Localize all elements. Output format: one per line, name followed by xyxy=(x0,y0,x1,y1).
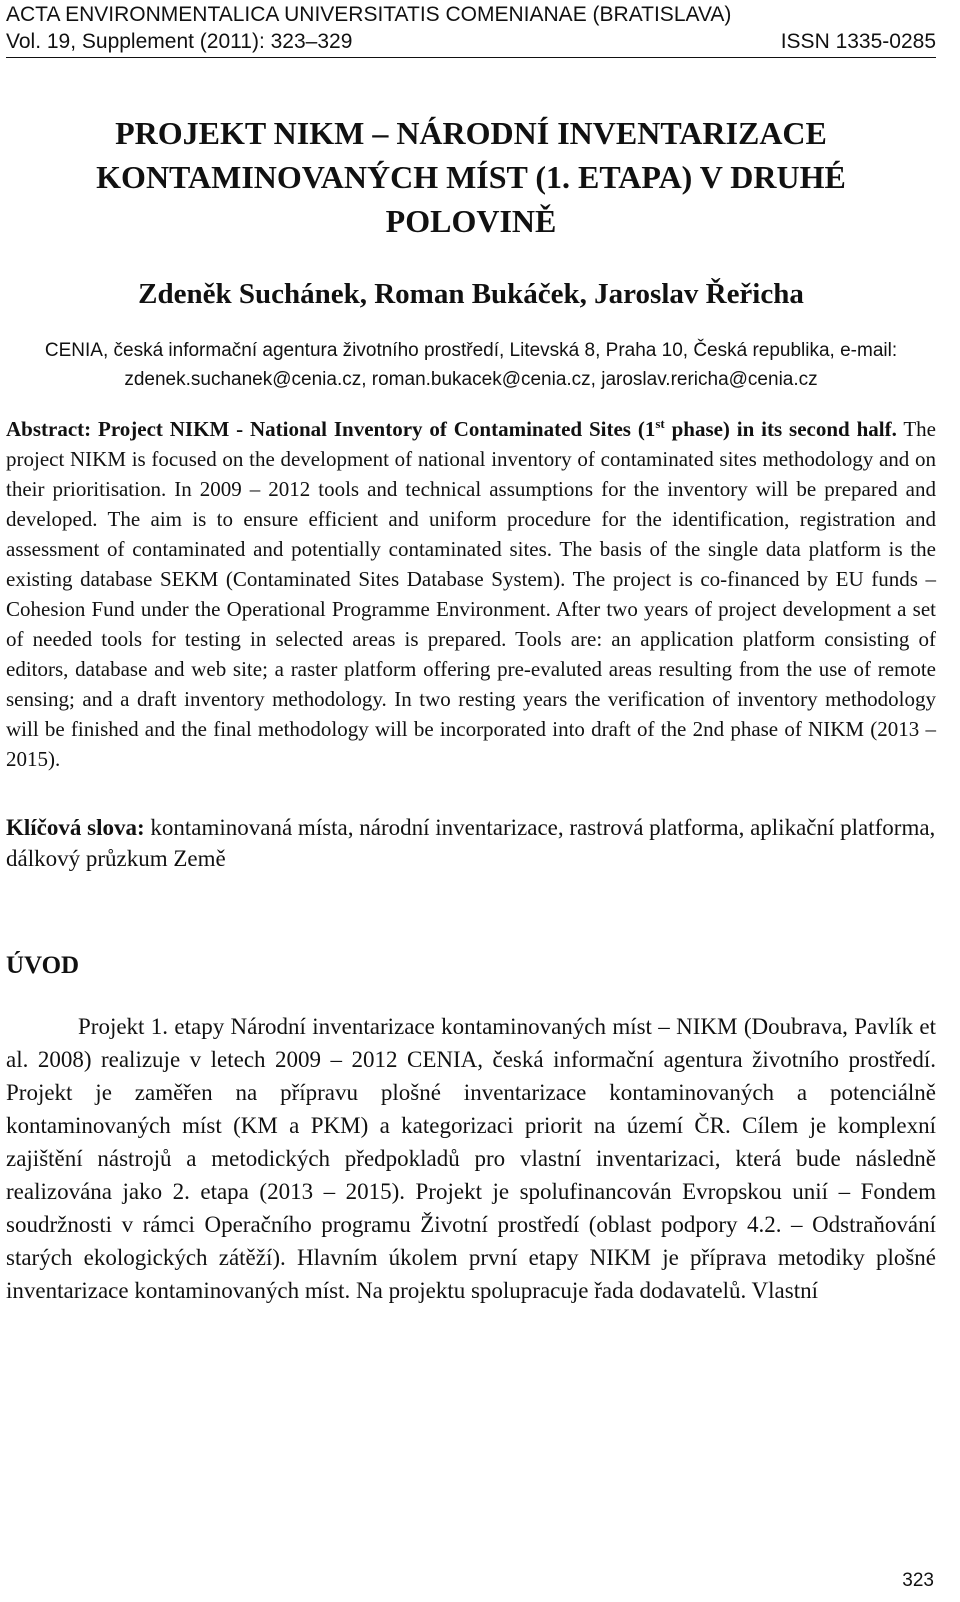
section-heading: ÚVOD xyxy=(6,952,80,979)
paper-authors: Zdeněk Suchánek, Roman Bukáček, Jaroslav Řeřicha xyxy=(138,278,804,310)
journal-header-row-2 xyxy=(6,28,936,55)
paper-title: PROJEKT NIKM – NÁRODNÍ INVENTARIZACE KONTAMINOVANÝCH MÍST (1. ETAPA) V DRUHÉ POLOVINĚ xyxy=(96,115,846,239)
abstract-text: The project NIKM is focused on the development of national inventory of contaminated sites methodology and on their prioritisation. In 2009 – 2012 tools and technical assumptions for the inventory will be prepared and developed. The aim is to ensure efficient and uniform procedure for the identification, registration and assessment of contaminated and potentially contaminated sites. The basis of the single data platform is the existing database SEKM (Contaminated Sites Database System). The project is co-financed by EU funds – Cohesion Fund under the Operational Programme Environment. After two years of project development a set of needed tools for testing in selected areas is prepared. Tools are: an application platform consisting of editors, database and web site; a raster platform offering pre-evaluted areas resulting from the use of remote sensing; and a draft inventory methodology. In two resting years the verification of inventory methodology will be finished and the final methodology will be incorporated into draft of the 2nd phase of NIKM (2013 – 2015). xyxy=(6,417,936,771)
author-affiliation: CENIA, česká informační agentura životního prostředí, Litevská 8, Praha 10, Česká republika, e-mail: zdenek.suchanek@cenia.cz, roman.bukacek@cenia.cz, jaroslav.rericha@cenia.cz xyxy=(44,340,898,390)
abstract-label-end: phase) in its second half. xyxy=(664,417,897,441)
journal-volume: Vol. 19, Supplement (2011): 323–329 xyxy=(6,30,353,53)
journal-header xyxy=(6,0,936,58)
abstract-label xyxy=(6,417,897,441)
section-paragraph: Projekt 1. etapy Národní inventarizace kontaminovaných míst – NIKM (Doubrava, Pavlík et al. 2008) realizuje v letech 2009 – 2012 CENIA, česká informační agentura životního prostředí. Projekt je zaměřen na přípravu plošné inventarizace kontaminovaných a potenciálně kontaminovaných míst (KM a PKM) a kategorizaci priorit na území ČR. Cílem je komplexní zajištění nástrojů a metodických předpokladů pro vlastní inventarizaci, která bude následně realizována jako 2. etapa (2013 – 2015). Projekt je spolufinancován Evropskou unií – Fondem soudržnosti v rámci Operačního programu Životní prostředí (oblast podpory 4.2. – Odstraňování starých ekologických zátěží). Hlavním úkolem první etapy NIKM je příprava metodiky plošné inventarizace kontaminovaných míst. Na projektu spolupracuje řada dodavatelů. Vlastní xyxy=(6,1014,936,1303)
abstract xyxy=(6,414,936,774)
journal-name: ACTA ENVIRONMENTALICA UNIVERSITATIS COMENIANAE (BRATISLAVA) xyxy=(6,3,732,26)
paper-page xyxy=(6,0,936,1307)
abstract-label-superscript: st xyxy=(655,416,665,431)
page-number: 323 xyxy=(902,1570,934,1591)
journal-header-row-1 xyxy=(6,1,936,28)
abstract-label-start: Abstract: Project NIKM - National Inventory of Contaminated Sites (1 xyxy=(6,417,656,441)
journal-issn: ISSN 1335-0285 xyxy=(780,30,936,53)
keywords xyxy=(6,812,936,874)
keywords-text: kontaminovaná místa, národní inventarizace, rastrová platforma, aplikační platforma, dálkový průzkum Země xyxy=(6,815,936,871)
keywords-label: Klíčová slova: xyxy=(6,815,145,840)
